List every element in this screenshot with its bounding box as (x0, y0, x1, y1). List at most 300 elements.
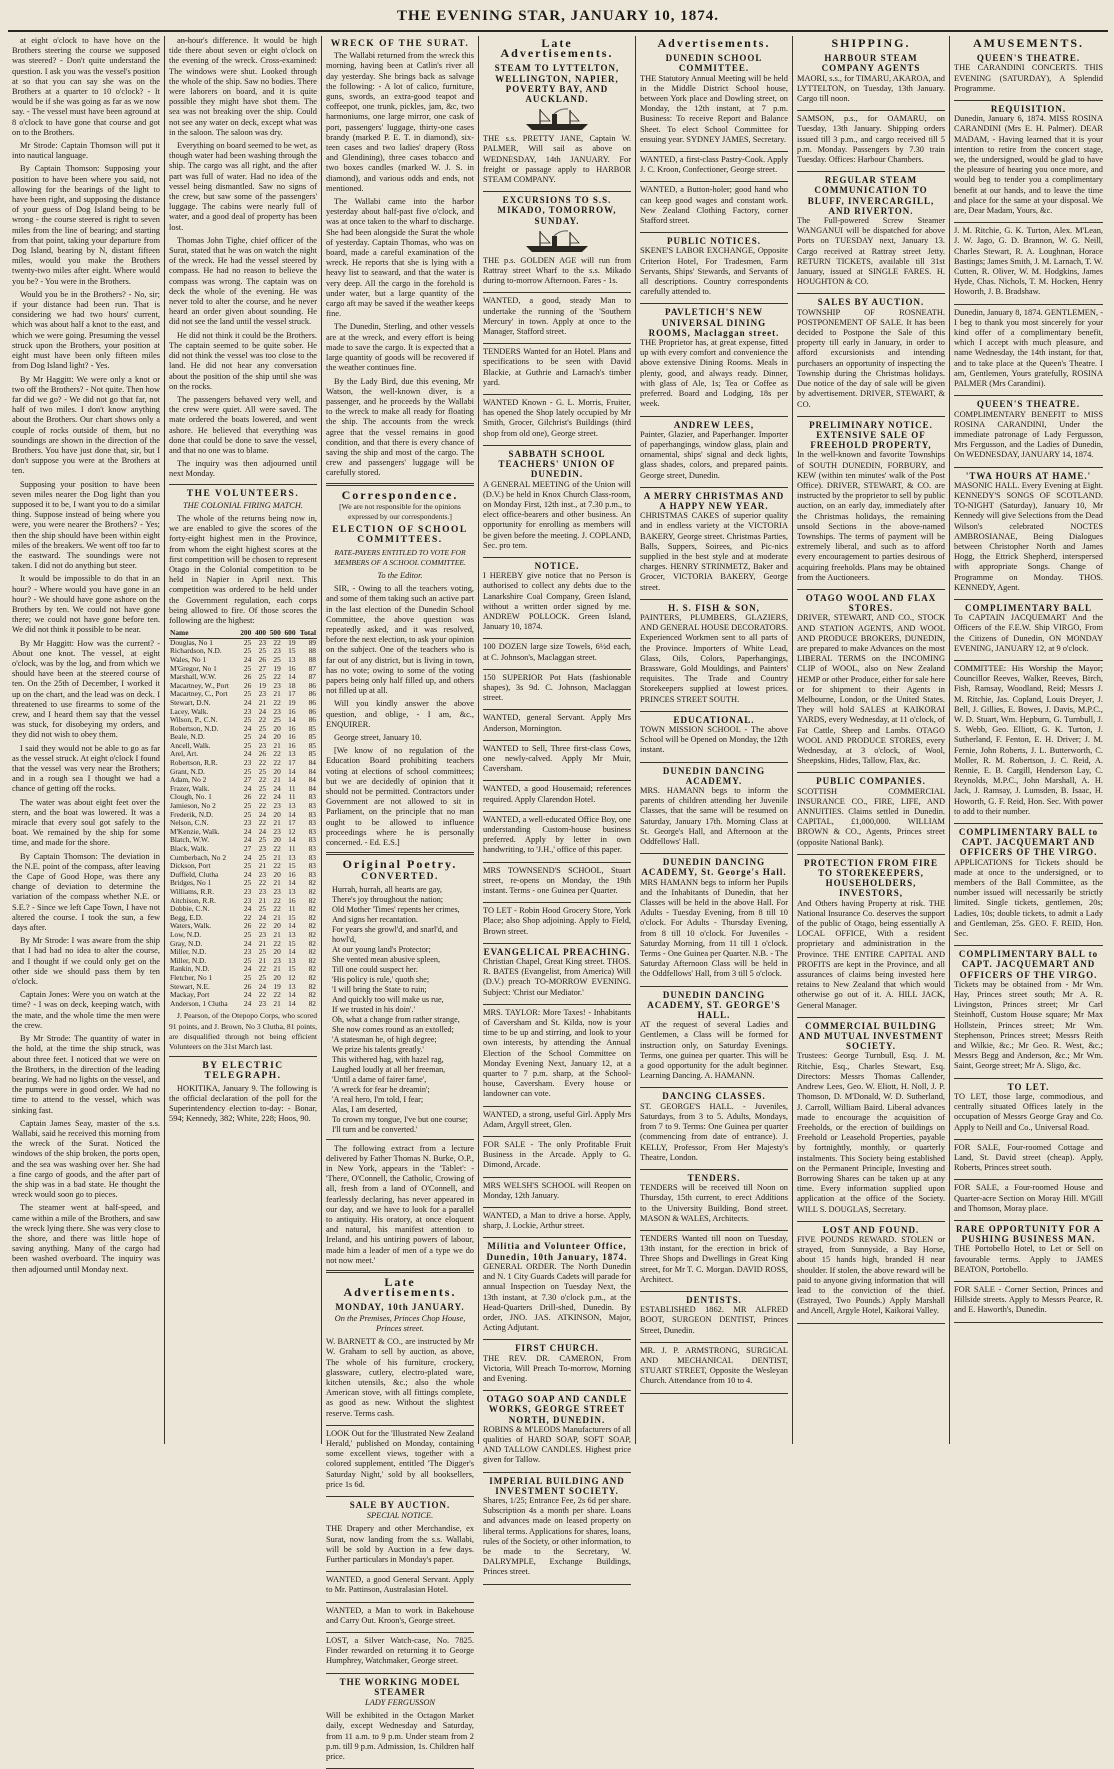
table-cell: Wales, No 1 (170, 654, 207, 664)
table-cell: 24 (243, 990, 252, 1000)
ad-body: Tickets may be obtained from - Mr Wm. Hay, Princes street south; Mr A. R. Livingston, Princes street; Mr Carl Steinhoff, Custom House square; Mr Max Hollstein, Princes street; Mr Wm. Stephenson, Princes street; Messrs Reith and Wilkie, &c.; Mr Geo. R. West, &c.; Messrs Begg and Anderson, &c.; Mr Wm. Saint, George street; Mr A. Sligo, &c. (954, 979, 1103, 1071)
table-cell: 24 (258, 732, 267, 742)
poem-line: She now comes round as an extolled; (332, 1024, 454, 1034)
poem-line: 'A real hero, I'm told, I fear; (332, 1094, 424, 1104)
advertisement (954, 1221, 1103, 1282)
ad-body: WANTED Known - G. L. Morris, Fruiter, has opened the Shop lately occupied by Mr Smith, Grocer, Gilchrist's Buildings (third shop from old one), George street. (483, 398, 631, 438)
table-cell: Anderson, 1 Clutha (170, 998, 228, 1008)
table-cell: Arel, Art. (170, 749, 199, 759)
ad-body: THE s.s. PRETTY JANE, Captain W. PALMER, Will sail as above on WEDNESDAY, 14th JANUARY. For freight or passage apply to HARBOR STEAM COMPANY. (483, 134, 631, 185)
advertisement (954, 1140, 1103, 1181)
table-cell: 23 (258, 929, 267, 939)
column-5-ads (636, 36, 793, 1444)
advertisement (483, 903, 631, 944)
ad-body: MR. J. P. ARMSTRONG, SURGICAL AND MECHANICAL DENTIST, STUART STREET, Opposite the Wesleyan Church. Attendance from 10 to 4. (640, 1345, 788, 1386)
table-cell: 19 (288, 637, 296, 647)
divider (169, 484, 317, 485)
table-cell: 19 (273, 981, 281, 991)
table-cell: 24 (243, 835, 252, 845)
table-cell: Gray, N.D. (170, 938, 203, 948)
table-cell: 86 (308, 680, 316, 690)
table-cell: 13 (288, 654, 296, 664)
ads-list (483, 60, 631, 1584)
table-cell: 14 (288, 809, 296, 819)
advertisement (326, 1633, 474, 1674)
ad-body: THE p.s. GOLDEN AGE will run from Rattray street Wharf to the s.s. Mikado during to-morrow Afternoon. Fares - 1s. (483, 255, 631, 286)
poem-line: There's joy throughout the nation; (332, 894, 444, 904)
table-cell: 14 (288, 921, 296, 931)
ad-body: In the well-known and favorite Townships of SOUTH DUNEDIN, FORBURY, and KEW (within ten minutes' walk of the Post Office). DRIVER, STEWART, & CO. are instructed by the proprietor to sell by public auction, on an early day, immediately after the Christmas holidays, the remaining unsold Sections in the above-named Townships. The terms of payment will be extremely liberal, and such as to afford every encouragement to parties desirous of acquiring freeholds. Plans may be obtained from the Auctioneers. (797, 450, 945, 582)
ad-body: LOOK Out for the 'Illustrated New Zealand Herald,' published on Monday, containing some excellent views, together with a colored supplement, entitled 'The Digger's Saturday Night,' sold by all booksellers, price 1s 6d. (326, 1428, 474, 1489)
table-cell: 14 (288, 835, 296, 845)
ad-body: Will be exhibited in the Octagon Market daily, except Wednesday and Saturday, from 11 a.m. to 9 p.m. Under steam from 2 p.m. till 9 p.m. Admission, 1s. Children half price. (326, 1711, 474, 1761)
advertisement (797, 1222, 945, 1324)
ad-body: TO LET, those large, commodious, and centrally situated Offices lately in the occupation of Messrs George Gray and Co. Apply to Neill and Co., Universal Road. (954, 1091, 1103, 1132)
advertisement (640, 1343, 788, 1394)
ad-title: QUEEN'S THEATRE. (976, 399, 1081, 410)
table-cell: 23 (273, 706, 281, 716)
poem-line: We prize his talents greatly.' (332, 1044, 424, 1054)
advertisement (797, 590, 945, 773)
table-cell: 23 (258, 637, 267, 647)
advertisement (483, 395, 631, 446)
ad-body: MRS. HAMANN begs to inform the parents of children attending her Juvenile Classes, that the same will be resumed on Saturday, January 17th. Morning Class at St. George's Hall, and Afternoon at the Oddfellows' Hall. (640, 786, 788, 847)
table-cell: Black, Walk. (170, 844, 209, 854)
advertisement (954, 946, 1103, 1078)
news-paragraph: He did not think it could be the Brothers. The captain seemed to be quite sober. He did not think the vessel was too close to the land. He did not hear any conversation about the position of the ship until she was on the rocks. (169, 330, 317, 391)
ad-title: SALE BY AUCTION. (349, 1499, 451, 1510)
masthead: THE EVENING STAR, JANUARY 10, 1874. (8, 4, 1108, 32)
table-cell: 21 (258, 938, 267, 948)
ad-body: Christian Chapel, Great King street. THOS. R. BATES (Evangelist, from America) Will (D.V.) preach TO-MORROW EVENING. Subject: 'Christ our Mediator.' (483, 957, 631, 997)
ad-body: THE Portobello Hotel, to Let or Sell on favourable terms. Apply to JAMES BEATON, Portobello. (954, 1244, 1103, 1274)
ad-body: J. M. Ritchie, G. K. Turton, Alex. M'Lean, J. W. Jago, G. D. Brannon, W. G. Neill, Charles Stewart, R. A. Loughnan, Horace Bastings; James Smith, J. M. Larnach, T. W. Cutten, R. Oliver, W. M. Hodgkins, James Hyde, Chas. Nichols, T. M. Hocken, Henry Howorth, J. B. Bradshaw. (954, 226, 1103, 297)
table-cell: Dobbie, C.N. (170, 904, 210, 914)
letter-paragraph: SIR, - Owing to all the teachers voting, and some of them taking such an active part in the last election of the Dunedin School Committee, the above question was repeatedly asked, and it was resolved, before the next election, to ask your opinion on the subject. One of the teachers who is far out of any district, but is living in town, has no vote; owing to some of the voting papers being only half filled up, and others not filled up at all. (326, 584, 474, 696)
news-paragraph: Would you be in the Brothers? - No, sir; if your distance had been run. That is considering we had two hours' current, which was about half a knot to the east, and which we were going. Presuming the vessel struck upon the Brothers, your position at eight must have been only fifteen miles from Dog Island light? - Yes. (12, 289, 160, 371)
table-cell: 13 (288, 749, 296, 759)
advertisement (483, 446, 631, 558)
advertisement (640, 152, 788, 182)
table-cell: Bridges, No 1 (170, 878, 212, 888)
table-cell: 22 (273, 637, 281, 647)
ad-body: FOR SALE, a Four-roomed House and Quarter-acre Section on Moray Hill. M'Gill and Thomson, Moray place. (954, 1183, 1103, 1213)
volunteers-subheading: THE COLONIAL FIRING MATCH. (182, 500, 304, 510)
advertisement (797, 1018, 945, 1222)
letter-salutation: To the Editor. (377, 570, 423, 580)
advertisement (640, 1231, 788, 1292)
table-cell: 82 (308, 904, 316, 914)
table-cell: 15 (288, 912, 296, 922)
ad-title: DUNEDIN DANCING ACADEMY. (662, 765, 766, 786)
ad-title: Militia and Volunteer Office, Dunedin, 10th January, 1874. (486, 1241, 628, 1262)
news-paragraph: By Mr Strode: I was aware from the ship that I had had no idea to alter the course, and I thought if we could only get on the other side we should pass them by ten o'clock. (12, 936, 160, 987)
table-cell: 23 (273, 801, 281, 811)
table-cell: 24 (243, 723, 252, 733)
poem-line: Oh, what a change from rather strange, (332, 1014, 460, 1024)
ad-title: STEAM TO LYTTELTON, WELLINGTON, NAPIER, POVERTY BAY, AND AUCKLAND. (494, 63, 620, 105)
table-cell: 20 (273, 809, 281, 819)
advertisement (483, 558, 631, 639)
table-cell: 82 (308, 895, 316, 905)
table-cell: 25 (258, 835, 267, 845)
ad-subtitle: SPECIAL NOTICE. (366, 1511, 434, 1521)
column-7-amusements (950, 36, 1107, 1444)
table-cell: 82 (308, 955, 316, 965)
divider (326, 483, 474, 486)
ad-body: APPLICATIONS for Tickets should be made at once to the undersigned, or to members of the Ball Committee, as the number issued will necessarily be strictly limited. Single tickets, gentlemen, 20s; Ladies, 10s; double tickets, to admit a Lady and Gentleman, 25s. GEO. F. REID, Hon. Sec. (954, 857, 1103, 939)
surat-inquiry-continued (169, 36, 317, 480)
ad-title: REGULAR STEAM COMMUNICATION TO BLUFF, INVERCARGILL, AND RIVERTON. (807, 175, 935, 216)
ad-title: TO LET. (1007, 1081, 1050, 1092)
table-cell: 83 (308, 826, 316, 836)
table-cell: 20 (273, 869, 281, 879)
table-cell: 21 (273, 878, 281, 888)
table-cell: Rankin, N.D. (170, 964, 210, 974)
table-cell: 25 (273, 715, 281, 725)
news-paragraph: Captain Jones: Were you on watch at the time? - I was on deck, keeping watch, with the mate, and the whole time the men were the crew. (12, 990, 160, 1030)
table-cell: 22 (258, 792, 267, 802)
table-cell: 21 (273, 689, 281, 699)
table-cell: 23 (243, 886, 252, 896)
advertisement (640, 600, 788, 712)
table-cell: 83 (308, 869, 316, 879)
table-cell: 20 (273, 921, 281, 931)
table-cell: 83 (308, 852, 316, 862)
table-cell: 25 (243, 929, 252, 939)
table-cell: 84 (308, 783, 316, 793)
poem-line: At our young land's Protector; (332, 944, 431, 954)
news-paragraph: The inquiry was then adjourned until next Monday. (169, 459, 317, 479)
poem-line: 'Until a dame of fairer fame', (332, 1074, 427, 1084)
news-paragraph: By Mr Haggitt: We were only a knot or two off the Brothers? - Not quite. Then how far did we go? - We did not go that far, not half of two miles. I don't know anything about the Brothers. Our chart shows only a couple of rocks outside of them, but no soundings are shown in the direction of the Brothers. You have just done that, sir, but I don't suppose you were at the Brothers at ten. (12, 374, 160, 476)
ad-body: MRS TOWNSEND'S SCHOOL, Stuart street, re-opens on Monday, the 19th instant. Terms - one Guinea per Quarter. (483, 865, 631, 895)
table-cell: 14 (288, 878, 296, 888)
advertisement (954, 600, 1103, 661)
news-paragraph: Supposing your position to have been seven miles nearer the Dog light than you supposed it to be, I want you to do a similar thing. Suppose instead of being where you were, you were nearer the Brothers? - Yes; then the ship should have been within eight miles of the breakers. We went off too far to the eastward. The soundings were not taken. I did not do anything but steer. (12, 479, 160, 571)
ad-body: WANTED, a good Housemaid; references required. Apply Clarendon Hotel. (483, 784, 631, 804)
poem-line: Old Mother 'Times' repents her crimes, (332, 904, 460, 914)
ad-body: ROBINS & M'LEODS Manufacturers of all qualities of HARD SOAP, SOFT SOAP, AND TALLOW CANDLES. Highest price given for Tallow. (483, 1424, 631, 1465)
ad-body: Trustees: George Turnbull, Esq. J. M. Ritchie, Esq., Charles Stewart, Esq. Directors: Messrs Thomas Callender, Andrew Lees, Geo. W. Eliott, H. Noll, J. P. Thomson, D. M'Donald, W. D. Sutherland, J. Carroll, William Baird. Liberal advances made to encourage the acquisition of Freeholds, or the erection of buildings on Freehold or Leasehold Properties, payable by fortnightly, monthly, or quarterly instalments. This Society being established on the Permanent Principle, Investing and Borrowing Shares can be taken up at any time. Every information supplied upon application at the office of the Society. WILL S. DOUGLAS, Secretary. (797, 1051, 945, 1214)
table-cell: 21 (258, 861, 267, 871)
table-cell: 24 (243, 826, 252, 836)
table-cell: 21 (273, 998, 281, 1008)
table-cell: 83 (308, 835, 316, 845)
ad-body: THE Proprietor has, at great expense, fitted up with every comfort and convenience the above extensive Dining Rooms. Meals in plenty, good, and always ready. Dinner, with glass of Ale, 1s; Tea or Coffee as preferred. Board and Lodging, 18s per week. (640, 338, 788, 409)
table-cell: 24 (243, 869, 252, 879)
table-cell: 15 (288, 964, 296, 974)
ad-title: EXCURSIONS TO S.S. MIKADO, TOMORROW, SUNDAY. (497, 195, 617, 226)
ad-title: DUNEDIN SCHOOL COMMITTEE. (665, 53, 763, 74)
table-cell: 25 (243, 861, 252, 871)
table-cell: 14 (288, 990, 296, 1000)
advertisement (954, 1180, 1103, 1221)
table-cell: 84 (308, 766, 316, 776)
advertisement (640, 304, 788, 416)
advertisement (797, 172, 945, 294)
table-cell: 85 (308, 749, 316, 759)
table-cell: 22 (258, 775, 267, 785)
ad-title: TENDERS. (687, 1172, 741, 1183)
ad-body: ESTABLISHED 1862. MR ALFRED BOOT, SURGEON DENTIST, Princes Street, Dunedin. (640, 1305, 788, 1335)
advertisement (954, 223, 1103, 304)
poem-line: For years she growl'd, and snarl'd, and howl'd, (332, 924, 458, 944)
table-cell: 24 (243, 964, 252, 974)
news-paragraph: By Mr Haggitt: How was the current? - About one knot. The vessel, at eight o'clock, was by the log, and from which we should have been at the steered course of ten. On the 25th of December, I worked it up on the chart, and the lead was on deck. I threatened to use firearms to some of the crew, and I heard them say that the vessel was stuck, for disobeying my orders, and they did not wish to obey them. (12, 638, 160, 740)
table-cell: 23 (273, 680, 281, 690)
table-cell: 13 (288, 929, 296, 939)
table-cell: 24 (258, 826, 267, 836)
ads-list (640, 50, 788, 1393)
advertisement (640, 854, 788, 986)
column-3-news (322, 36, 479, 1761)
poem-line: To crown my tongue, I've but one course; (332, 1114, 468, 1124)
table-cell: 17 (288, 689, 296, 699)
table-cell: 82 (308, 981, 316, 991)
table-cell: 26 (258, 749, 267, 759)
poem-line: This withered hag, with hazel rag, (332, 1054, 444, 1064)
ad-title: H. S. FISH & SON, (668, 602, 760, 613)
table-cell: 21 (273, 964, 281, 974)
ad-title: OTAGO SOAP AND CANDLE WORKS, GEORGE STREET NORTH, DUNEDIN. (486, 1394, 628, 1425)
table-cell: 22 (258, 964, 267, 974)
ad-title: PUBLIC COMPANIES. (816, 776, 926, 787)
table-cell: 82 (308, 947, 316, 957)
table-cell: 24 (258, 809, 267, 819)
news-paragraph: The Dunedin, Sterling, and other vessels are at the wreck, and every effort is being made to save the cargo. It is expected that a large quantity of goods will be recovered if the weather continues fine. (326, 322, 474, 373)
news-paragraph: The Wallabi came into the harbor yesterday about half-past five o'clock, and was at once taken to the wharf to discharge. She had been alongside the Surat the whole of yesterday. Captain Thomas, who was on board, made a careful examination of the wreck. He reports that she is lying with a heavy list to seaward, and that the water is very deep. All the cargo in the forehold is under water, but a large quantity of the cargo aft may be saved if the weather keeps fine. (326, 197, 474, 319)
table-cell: 87 (308, 672, 316, 682)
table-cell: 21 (273, 929, 281, 939)
table-header-cell: 600 (282, 629, 297, 638)
table-cell: 88 (308, 646, 316, 656)
advertisement (954, 396, 1103, 467)
table-cell: 11 (288, 904, 296, 914)
late-ads-heading: Late Advertisements. (343, 1275, 457, 1300)
lecture-extract: The following extract from a lecture delivered by Father Thomas N. Burke, O.P., in New York, appears in the 'Tablet': - 'There, O'Connell, the Catholic, Crowing of all, fresh from a land of O'Connell, and fearlessly declaring, has never appeared in our day, and we have to look for a parallel to antiquity. His oratory, at once eloquent and natural, his manifest attention to Ireland, and his untiring powers of labour, made him a leader of men of a type we do not now meet.' (326, 1143, 474, 1265)
poem-line: Hurrah, hurrah, all hearts are gay, (332, 884, 442, 894)
advertisement (483, 781, 631, 811)
table-cell: 24 (273, 783, 281, 793)
advertisement (954, 468, 1103, 600)
ad-body: WANTED, a Button-holer; good hand who can keep good wages and constant work. New Zealand Clothing Factory, corner Stafford street. (640, 185, 788, 226)
table-cell: Waters, Walk. (170, 921, 212, 931)
col5-heading: Advertisements. (657, 36, 771, 50)
news-paragraph: Mr Strode: Captain Thomson will put it into nautical language. (12, 141, 160, 161)
ad-body: THE CARANDINI CONCERTS. THIS EVENING (SATURDAY), A Splendid Programme. (954, 63, 1103, 93)
ad-body: LOST, a Silver Watch-case, No. 7825. Finder rewarded on returning it to George Humphrey, Watchmaker, George street. (326, 1635, 474, 1666)
table-cell: 21 (258, 955, 267, 965)
table-cell: 22 (258, 921, 267, 931)
table-cell: 22 (258, 715, 267, 725)
table-cell: 89 (308, 637, 316, 647)
ad-body: FOR SALE, Four-roomed Cottage and Land, St. David street (cheap). Apply, Roberts, Princes street south. (954, 1142, 1103, 1173)
letter-body (326, 584, 474, 848)
ad-body: PAINTERS, PLUMBERS, GLAZIERS, AND GENERAL HOUSE DECORATORS. Experienced Workmen sent to all parts of the Province. Importers of White Lead, Glass, Oils, Colors, Paperhangings, Brassware, Gold Mouldings, and Painters' requisites. The Trade and Country Storekeepers supplied at lowest prices. PRINCES STREET SOUTH. (640, 612, 788, 704)
advertisement (483, 863, 631, 904)
advertisement (483, 710, 631, 740)
divider (169, 1056, 317, 1057)
table-cell: 23 (258, 740, 267, 750)
table-cell: 25 (243, 801, 252, 811)
table-cell: 22 (258, 878, 267, 888)
ad-body: MAORI, s.s., for TIMARU, AKAROA, and LYTTELTON, on Tuesday, 13th January. Cargo till noon. (797, 73, 945, 104)
advertisement (797, 50, 945, 111)
table-cell: 24 (258, 981, 267, 991)
table-cell: 83 (308, 861, 316, 871)
ad-title: THE WORKING MODEL STEAMER (339, 1676, 461, 1697)
table-cell: 15 (288, 861, 296, 871)
table-cell: 23 (243, 818, 252, 828)
advertisement (954, 101, 1103, 223)
ad-body: Shares, 1/25; Entrance Fee, 2s 6d per share. Subscription 4s a month per share. Loans and advances made on leased property on liberal terms. Applications for shares, loans, rules of the Society, or other information, to be made to the Secretary, W. DALRYMPLE, Exchange Buildings, Princes street. (483, 1495, 631, 1577)
table-cell: 25 (243, 740, 252, 750)
table-cell: 12 (288, 972, 296, 982)
news-paragraph: By Captain Thomson: The deviation in the N.E. point of the compass, after leaving the Cape of Good Hope, was there any change of deviation to determine the variation of the compass whether N.E. or S.E.? - Since we left Cape Town, I have not altered the course. I took the sun, a few days after. (12, 851, 160, 933)
table-cell: 20 (273, 723, 281, 733)
ad-title: COMPLIMENTARY BALL to CAPT. JACQUEMART AND OFFICERS OF THE VIRGO. (958, 949, 1099, 980)
table-cell: 82 (308, 929, 316, 939)
table-cell: 82 (308, 938, 316, 948)
advertisement (483, 293, 631, 344)
poem-line: 'I will bring the State to ruin; (332, 984, 427, 994)
table-cell: 16 (288, 869, 296, 879)
ad-body: W. BARNETT & CO., are instructed by Mr W. Graham to sell by auction, as above, The whole of his furniture, crockery, glassware, cutlery, electro-plated ware, kitchen utensils, &c.; also the whole American stove, with all fittings complete, as good as new. Without the slightest reserve. Terms cash. (326, 1337, 474, 1418)
poetry-heading: Original Poetry. (342, 857, 458, 872)
table-cell: 23 (243, 947, 252, 957)
table-cell: 24 (243, 904, 252, 914)
table-cell: 25 (258, 646, 267, 656)
table-cell: Marshall, W.W. (170, 672, 217, 682)
advertisement (326, 1572, 474, 1602)
advertisement (483, 1391, 631, 1472)
table-cell: 82 (308, 921, 316, 931)
table-cell: 21 (273, 818, 281, 828)
ad-body: THE REV. DR. CAMERON, From Victoria, Will Preach To-morrow, Morning and Evening. (483, 1353, 631, 1383)
table-cell: 25 (243, 955, 252, 965)
table-cell: 83 (308, 801, 316, 811)
table-cell: 25 (258, 852, 267, 862)
table-cell: 16 (288, 732, 296, 742)
table-cell: 25 (243, 637, 252, 647)
poem-title: CONVERTED. (361, 872, 439, 883)
table-cell: 13 (288, 852, 296, 862)
table-cell: 13 (288, 886, 296, 896)
ad-body: TENDERS will be received till Noon on Thursday, 15th current, to erect Additions to the University Building, Bond street. MASON & WALES, Architects. (640, 1183, 788, 1223)
advertisement (483, 1178, 631, 1208)
table-cell: Ancell, Walk. (170, 740, 211, 750)
wreck-heading: WRECK OF THE SURAT. (330, 39, 470, 49)
ad-body: Dunedin, January 6, 1874. MISS ROSINA CARANDINI (Mrs E. H. Palmer). DEAR MADAM, - Having learned that it is your intention to retire from the concert stage, we, the undersigned, would be glad to have the pleasure of hearing you once more, and would beg to tender you a complimentary benefit at our hands, and to leave the time and place for the same at your disposal. We are, Dear Madam, Yours, &c. (954, 114, 1103, 216)
ad-body: ST. GEORGE'S HALL. - Juveniles, Saturdays, from 3 to 5. Adults, Mondays, from 7 to 9. Terms: One Guinea per quarter (commencing from date of entrance). J. KELLY, Professor, From Her Majesty's Theatre, London. (640, 1101, 788, 1162)
ad-body: THE Statutory Annual Meeting will be held in the Middle District School house, between York place and Dowling street, on Monday, the 12th instant, at 7 p.m. Business: To receive Report and Balance Sheet. To elect School Committee for ensuing year. SYDNEY JAMES, Secretary. (640, 73, 788, 144)
ad-title: RARE OPPORTUNITY FOR A PUSHING BUSINESS MAN. (955, 1223, 1102, 1245)
ad-body: SAMSON, p.s., for OAMARU, on Tuesday, 13th January. Shipping orders issued till 3 p.m., and cargo received till 5 p.m. Monday. Passengers by 7.30 train Tuesday. Offices: Harbour Chambers. (797, 114, 945, 165)
poem-line: And quickly too will make us rue, (332, 994, 444, 1004)
ad-body: Dunedin, January 8, 1874. GENTLEMEN, - I beg to thank you most sincerely for your kind offer of a complimentary benefit, which I accept with much pleasure, and name Wednesday, the 14th instant, for that, and to take place at the Queen's Theatre. I am, Gentlemen, Yours gratefully, ROSINA PALMER (Mrs Carandini). (954, 307, 1103, 389)
table-cell: 25 (243, 809, 252, 819)
table-cell: 13 (288, 981, 296, 991)
advertisement (640, 182, 788, 233)
table-header-cell: 200 (238, 629, 253, 638)
ad-body: Painter, Glazier, and Paperhanger. Importer of paperhangings, window glass, plain and ornamental, ships' signal and deck lights, glass shades, colors, and prepared paints. George street, Dunedin. (640, 429, 788, 480)
table-cell: 15 (288, 938, 296, 948)
table-cell: Lacey, Walk. (170, 706, 209, 716)
table-cell: 19 (288, 697, 296, 707)
table-cell: 14 (288, 775, 296, 785)
table-cell: 13 (288, 801, 296, 811)
ad-body: TENDERS Wanted till noon on Tuesday, 13th instant, for the erection in brick of Three Shops and Dwellings in Great King street, for Mr T. C. Morgan. DAVID ROSS, Architect. (640, 1233, 788, 1284)
ad-title: DUNEDIN DANCING ACADEMY, ST. GEORGE'S HALL. (647, 989, 781, 1021)
advertisement (483, 344, 631, 395)
table-cell: 24 (243, 938, 252, 948)
table-cell: 22 (273, 904, 281, 914)
ad-body: I HEREBY give notice that no Person is authorised to collect any debts due to the Lanarkshire Coal Company, Green Island, without a written order signed by me. ANDREW POLLOCK. Green Island, January 10, 1874. (483, 571, 631, 632)
table-cell: 24 (258, 706, 267, 716)
table-cell: Macartney, C., Port (170, 689, 228, 699)
advertisement (954, 824, 1103, 946)
table-cell: 26 (243, 680, 252, 690)
table-cell: 25 (273, 654, 281, 664)
advertisement (640, 233, 788, 304)
table-cell: 86 (308, 689, 316, 699)
table-cell: Richardson, N.D. (170, 646, 222, 656)
news-paragraph: an-hour's difference. It would be high tide there about seven or eight o'clock on the evening of the wreck. Cross-examined: The windows were shut. Looked through the whole of the ship. Saw no bodies. There were laborers on board, and it is quite possible they might have shot them. The sea was not breaking over the ship. Could not see any water on deck, except what was in the saloon. The saloon was dry. (169, 36, 317, 137)
table-cell: 83 (308, 844, 316, 854)
ad-body: GENERAL ORDER. The North Dunedin and N. 1 City Guards Cadets will parade for annual Inspection on Tuesday Next, the 13th instant, at 7.30 o'clock p.m., at the Head-Quarters Drill-shed, Dunedin. By order, JNO. JAS. ATKINSON, Major, Acting Adjutant. (483, 1261, 631, 1333)
ad-title: COMMERCIAL BUILDING AND MUTUAL INVESTMENT SOCIETY. (798, 1020, 944, 1052)
table-cell: Beale, N.D. (170, 732, 205, 742)
divider (326, 1139, 474, 1140)
table-cell: Fletcher, No 1 (170, 972, 213, 982)
advertisement (483, 1473, 631, 1585)
ad-body: DRIVER, STEWART, AND CO., STOCK AND STATION AGENTS, AND WOOL AND PRODUCE BROKERS, DUNEDIN, are prepared to make Advances on the most LIBERAL TERMS on the INCOMING CLIP of WOOL, also on New Zealand HEMP or other Produce, either for sale here or for shipment to their Agents in Melbourne, London, or the United States. They will hold SALES at KAIKORAI YARDS, every Wednesday, at 11 o'clock, of Fat Cattle, Sheep and Lambs. OTAGO WOOL AND PRODUCE STORES, every Wednesday, at 3 o'clock, of Wool, Sheepskins, Hides, Tallow, Flax, &c. (797, 613, 945, 766)
advertisement (483, 639, 631, 669)
table-cell: Stewart, D.N. (170, 697, 211, 707)
table-cell: 21 (273, 775, 281, 785)
advertisement (797, 294, 945, 416)
table-cell: 88 (308, 654, 316, 664)
steamship-icon (522, 228, 592, 254)
table-cell: 23 (273, 646, 281, 656)
table-cell: 23 (243, 758, 252, 768)
table-cell: 19 (273, 663, 281, 673)
table-header-cell: 400 (252, 629, 267, 638)
table-cell: 82 (308, 964, 316, 974)
table-cell: 22 (273, 697, 281, 707)
ad-body: CHRISTMAS CAKES of superior quality and in endless variety at the VICTORIA BAKERY, George street. Christmas Parties, Balls, Suppers, Soirees, and Pic-nics supplied in the best style and at moderate charges. HENRY STRINMETZ, Baker and Grocer, VICTORIA BAKERY, George street. (640, 511, 788, 592)
advertisement (640, 50, 788, 152)
ad-body: MRS. TAYLOR: More Taxes! - Inhabitants of Caversham and St. Kilda, now is your time to be up and stirring, and look to your own interests, by attending the Annual Election of the School Committee on Monday Evening Next, January 12, at a quarter to 7 p.m. sharp, at the School-house, Caversham. Every house or landowner can vote. (483, 1007, 631, 1099)
advertisement (483, 1238, 631, 1340)
ad-title: OTAGO WOOL AND FLAX STORES. (805, 592, 937, 614)
advertisement (326, 1497, 474, 1572)
table-cell: 20 (273, 972, 281, 982)
advertisement (954, 50, 1103, 101)
table-cell: 25 (243, 972, 252, 982)
ad-body: 100 DOZEN large size Towels, 6½d each, at C. Johnson's, Maclaggan street. (483, 642, 631, 662)
ad-title: DANCING CLASSES. (662, 1091, 766, 1102)
ad-title: 'TWA HOURS AT HAME.' (965, 470, 1092, 481)
advertisement (954, 1079, 1103, 1140)
col7-heading: AMUSEMENTS. (972, 36, 1084, 50)
letter-title: ELECTION OF SCHOOL COMMITTEES. (332, 525, 468, 546)
table-cell: 25 (258, 672, 267, 682)
late-ads (326, 1299, 474, 1769)
telegraph-text: HOKITIKA, January 9. The following is the official declaration of the poll for the Superintendency election to-day: - Bonar, 594; Kennedy, 382; White, 228; Hoos, 90. (169, 1083, 317, 1124)
table-cell: 87 (308, 663, 316, 673)
